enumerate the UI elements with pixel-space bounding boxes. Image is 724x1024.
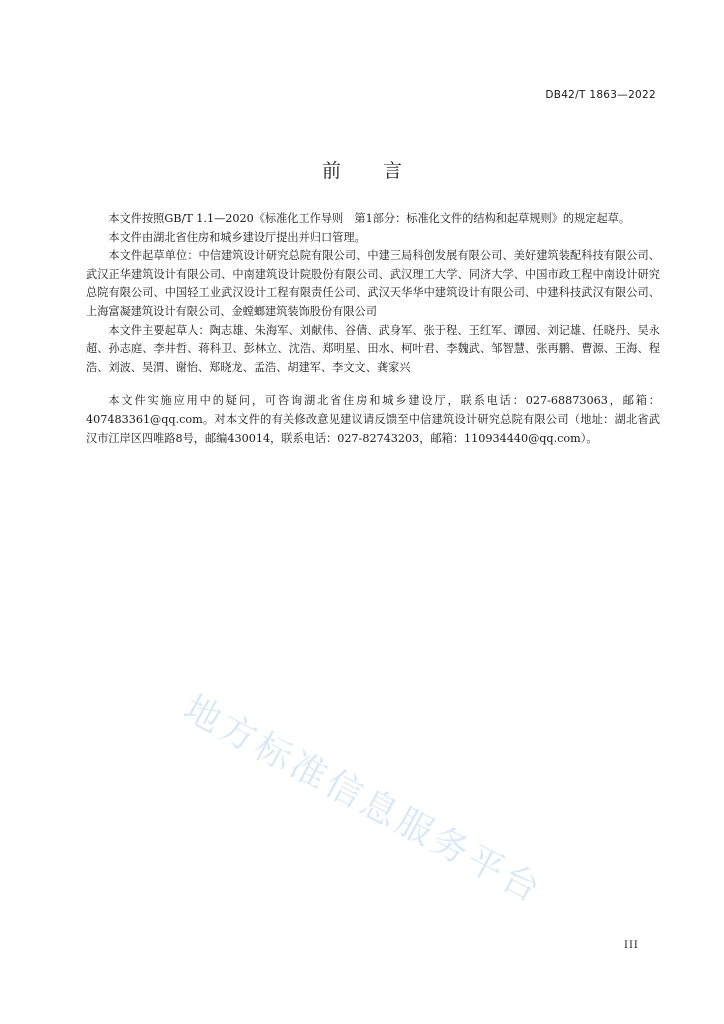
document-body: [86, 210, 660, 448]
document-code: DB42/T 1863—2022: [545, 89, 656, 101]
contact-paragraph: 本文件实施应用中的疑问，可咨询湖北省住房和城乡建设厅，联系电话：027-68873063，邮箱：407483361@qq.com。对本文件的有关修改意见建议请反馈至中信建筑设计研究总院有限公司（地址：湖北省武汉市江岸区四唯路8号，邮编430014，联系电话：027-82743203，邮箱：110934440@qq.com）。: [86, 394, 660, 445]
watermark: 地方标准信息服务平台: [176, 688, 550, 913]
page-number: III: [624, 940, 639, 951]
page-title: 前言: [321, 160, 444, 182]
proposer-paragraph: 本文件由湖北省住房和城乡建设厅提出并归口管理。: [108, 230, 366, 244]
drafters-paragraph: 本文件主要起草人：陶志雄、朱海军、刘献伟、谷倩、武身军、张于程、王红军、谭园、刘记雄、任晓丹、吴永超、孙志庭、李井哲、蒋科卫、彭林立、沈浩、郑明星、田水、柯叶君、李魏武、邹智慧、张再鹏、曹源、王海、程浩、刘波、吴渭、谢怡、郑晓龙、孟浩、胡建军、李文文、龚家兴: [86, 323, 660, 374]
drafting-rule-paragraph: 本文件按照GB/T 1.1—2020《标准化工作导则 第1部分：标准化文件的结构和起草规则》的规定起草。: [108, 212, 631, 225]
drafting-units-paragraph: 本文件起草单位：中信建筑设计研究总院有限公司、中建三局科创发展有限公司、美好建筑装配科技有限公司、武汉正华建筑设计有限公司、中南建筑设计院股份有限公司、武汉理工大学、同济大学、中国市政工程中南设计研究总院有限公司、中国轻工业武汉设计工程有限责任公司、武汉天华华中建筑设计有限公司、中建科技武汉有限公司、上海富凝建筑设计有限公司、金螳螂建筑装饰股份有限公司: [86, 249, 660, 318]
